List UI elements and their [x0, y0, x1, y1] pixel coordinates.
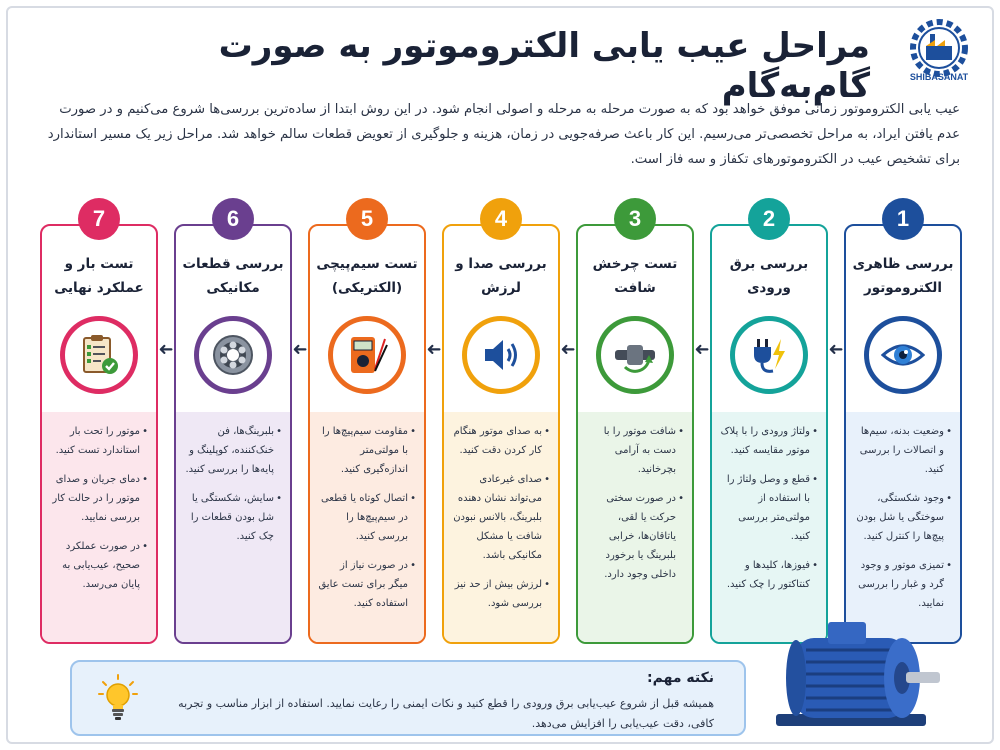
- steps-container: [40, 200, 968, 645]
- step-checklist: [184, 422, 282, 556]
- step-item: • در صورت سختی حرکت یا لقی، یاتاقان‌ها، خرابی بلبرینگ یا برخورد داخلی وجود دارد.: [586, 489, 684, 584]
- step-checklist: [586, 422, 684, 594]
- step-title: بررسی صدا و لرزش: [455, 256, 547, 296]
- note-title: نکته مهم:: [647, 670, 714, 686]
- step-item: • در صورت نیاز از میگر برای تست عایق استفاده کنید.: [318, 556, 416, 613]
- step-checklist: [854, 422, 952, 623]
- logo-text: SHIBASANAT: [909, 72, 969, 82]
- flow-arrow-icon: ➜: [694, 339, 710, 360]
- step-number-badge: 5: [346, 198, 388, 240]
- step-item: • قطع و وصل ولتاژ را با استفاده از مولتی‌متر بررسی کنید.: [720, 470, 818, 546]
- step-checklist: [318, 422, 416, 623]
- step-item: • فیوزها، کلیدها و کنتاکتور را چک کنید.: [720, 556, 818, 594]
- note-body: همیشه قبل از شروع عیب‌یابی برق ورودی را قطع کنید و نکات ایمنی را رعایت نمایید. استفاده از ابزار مناسب و تجربه کافی، دقت عیب‌یابی را افزایش می‌دهد.: [178, 697, 714, 730]
- step-card-5: [308, 206, 426, 644]
- step-item: • لرزش بیش از حد نیز بررسی شود.: [452, 575, 550, 613]
- step-item: • تمیزی موتور و وجود گرد و غبار را بررسی نمایید.: [854, 556, 952, 613]
- step-title: تست سیم‌پیچی (الکتریکی): [316, 256, 418, 296]
- step-item: • مقاومت سیم‌پیچ‌ها را با مولتی‌متر اندازه‌گیری کنید.: [318, 422, 416, 479]
- step-card-2: [710, 206, 828, 644]
- speaker-icon: [462, 316, 540, 394]
- important-note: [70, 660, 746, 736]
- step-item: • سایش، شکستگی یا شل بودن قطعات را چک کنید.: [184, 489, 282, 546]
- step-item: • ولتاژ ورودی را با پلاک موتور مقایسه کنید.: [720, 422, 818, 460]
- step-item: • وضعیت بدنه، سیم‌ها و اتصالات را بررسی کنید.: [854, 422, 952, 479]
- step-item: • دمای جریان و صدای موتور را در حالت کار بررسی نمایید.: [50, 470, 148, 527]
- electric-motor-icon: [756, 610, 946, 740]
- step-number-badge: 2: [748, 198, 790, 240]
- step-card-4: [442, 206, 560, 644]
- step-card-6: [174, 206, 292, 644]
- multimeter-icon: [328, 316, 406, 394]
- step-number-badge: 4: [480, 198, 522, 240]
- step-checklist: [452, 422, 550, 623]
- step-title: تست بار و عملکرد نهایی: [54, 256, 144, 296]
- flow-arrow-icon: ➜: [292, 339, 308, 360]
- flow-arrow-icon: ➜: [158, 339, 174, 360]
- checklist-icon: [60, 316, 138, 394]
- step-title: بررسی ظاهری الکتروموتور: [852, 256, 954, 296]
- step-checklist: [50, 422, 148, 604]
- step-item: • در صورت عملکرد صحیح، عیب‌یابی به پایان می‌رسد.: [50, 537, 148, 594]
- step-item: • وجود شکستگی، سوختگی یا شل بودن پیچ‌ها را کنترل کنید.: [854, 489, 952, 546]
- step-card-1: [844, 206, 962, 644]
- lightbulb-icon: [98, 674, 138, 724]
- bearing-icon: [194, 316, 272, 394]
- flow-arrow-icon: ➜: [560, 339, 576, 360]
- step-item: • موتور را تحت بار استاندارد تست کنید.: [50, 422, 148, 460]
- step-item: • بلبرینگ‌ها، فن خنک‌کننده، کوپلینگ و پایه‌ها را بررسی کنید.: [184, 422, 282, 479]
- eye-icon: [864, 316, 942, 394]
- intro-paragraph: عیب یابی الکتروموتور زمانی موفق خواهد بود که به صورت مرحله به مرحله و اصولی انجام شود. در این روش ابتدا از ساده‌ترین بررسی‌ها شروع می‌کنیم و در صورت عدم یافتن ایراد، به مراحل تخصصی‌تر می‌رسیم. این کار باعث صرفه‌جویی در زمان، هزینه و جلوگیری از تعویض قطعات سالم خواهد شد. مراحل زیر یک مسیر استاندارد برای تشخیص عیب در الکتروموتورهای تکفاز و سه فاز است.: [47, 102, 960, 167]
- plug-icon: [730, 316, 808, 394]
- step-number-badge: 3: [614, 198, 656, 240]
- flow-arrow-icon: ➜: [426, 339, 442, 360]
- step-item: • اتصال کوتاه یا قطعی در سیم‌پیچ‌ها را بررسی کنید.: [318, 489, 416, 546]
- step-card-7: [40, 206, 158, 644]
- step-number-badge: 7: [78, 198, 120, 240]
- step-number-badge: 6: [212, 198, 254, 240]
- step-title: بررسی قطعات مکانیکی: [182, 256, 284, 296]
- step-title: بررسی برق ورودی: [729, 256, 809, 296]
- step-title: تست چرخش شافت: [592, 256, 678, 296]
- shaft-icon: [596, 316, 674, 394]
- step-checklist: [720, 422, 818, 604]
- step-item: • به صدای موتور هنگام کار کردن دقت کنید.: [452, 422, 550, 460]
- flow-arrow-icon: ➜: [828, 339, 844, 360]
- step-item: • صدای غیرعادی می‌تواند نشان دهنده بلبرینگ، بالانس نبودن شافت یا مشکل مکانیکی باشد.: [452, 470, 550, 565]
- step-card-3: [576, 206, 694, 644]
- page-title: مراحل عیب یابی الکتروموتور به صورت گام‌به‌گام: [218, 26, 870, 106]
- step-item: • شافت موتور را با دست به آرامی بچرخانید.: [586, 422, 684, 479]
- step-number-badge: 1: [882, 198, 924, 240]
